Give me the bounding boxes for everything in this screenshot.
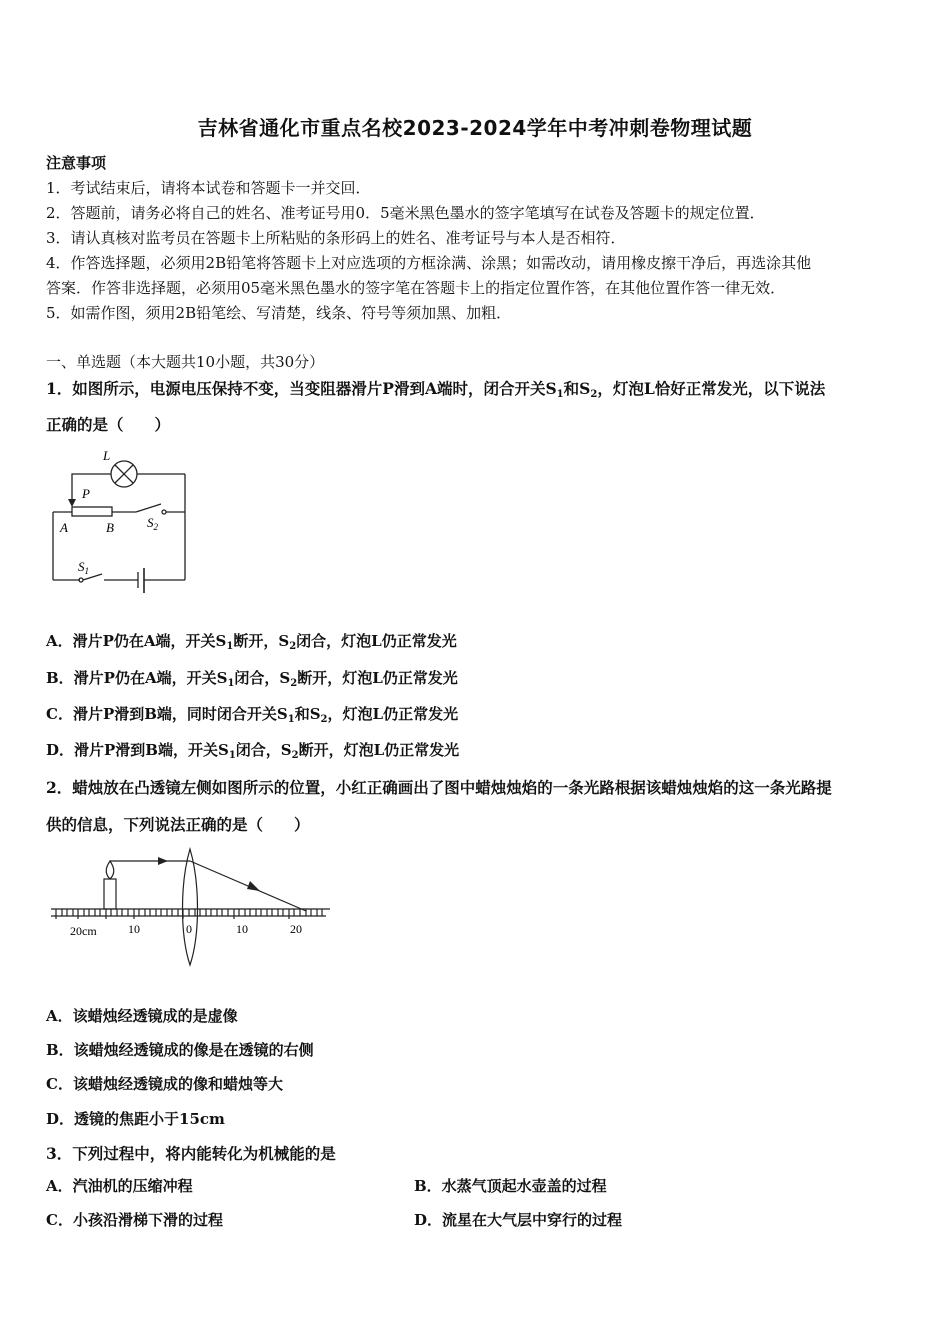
q3-option-d[interactable]: D．流星在大气层中穿行的过程 [414, 1211, 623, 1229]
refracted-ray [190, 861, 306, 911]
ruler-ticks [56, 909, 322, 919]
convex-lens-icon [183, 849, 198, 965]
q2-option-a[interactable]: A．该蜡烛经透镜成的是虚像 [46, 1007, 238, 1025]
switch-s2-icon [136, 504, 161, 512]
label-s1: $S_1$ [78, 559, 89, 576]
notice-item: 3．请认真核对监考员在答题卡上所粘贴的条形码上的姓名、准考证号与本人是否相符． [46, 229, 626, 247]
circuit-diagram [40, 443, 200, 603]
q1-option-d[interactable]: D．滑片P滑到B端，开关$S_1$闭合，$S_2$断开，灯泡L仍正常发光 [46, 741, 460, 761]
label-l: L [103, 448, 111, 463]
q3-option-a[interactable]: A．汽油机的压缩冲程 [46, 1177, 193, 1195]
label-b: B [106, 520, 114, 535]
notice-item: 1．考试结束后，请将本试卷和答题卡一并交回． [46, 179, 371, 197]
notice-item: 4．作答选择题，必须用2B铅笔将答题卡上对应选项的方框涂满、涂黑；如需改动，请用橡皮擦干净后，再选涂其他 [46, 254, 812, 272]
question-1-stem: 1．如图所示，电源电压保持不变，当变阻器滑片P滑到A端时，闭合开关$S_1$和$S_2$，灯泡L恰好正常发光，以下说法 [46, 379, 826, 400]
ruler-label: 0 [186, 922, 192, 936]
q2-option-d[interactable]: D．透镜的焦距小于15cm [46, 1110, 225, 1128]
question-1-stem-line2: 正确的是（ ） [46, 415, 171, 434]
label-p: P [82, 486, 90, 501]
q3-option-c[interactable]: C．小孩沿滑梯下滑的过程 [46, 1211, 223, 1229]
ray-arrow-icon [158, 857, 168, 865]
q1-option-c[interactable]: C．滑片P滑到B端，同时闭合开关$S_1$和$S_2$，灯泡L仍正常发光 [46, 705, 459, 725]
candle-icon [104, 879, 116, 909]
ruler-label: 10 [128, 922, 140, 936]
q2-option-c[interactable]: C．该蜡烛经透镜成的像和蜡烛等大 [46, 1075, 283, 1093]
notice-item: 5．如需作图，须用2B铅笔绘、写清楚，线条、符号等须加黑、加粗． [46, 304, 512, 322]
q3-option-b[interactable]: B．水蒸气顶起水壶盖的过程 [414, 1177, 607, 1195]
q1-option-b[interactable]: B．滑片P仍在A端，开关$S_1$闭合，$S_2$断开，灯泡L仍正常发光 [46, 669, 458, 689]
question-3-stem: 3．下列过程中，将内能转化为机械能的是 [46, 1144, 336, 1163]
ruler-label: 20 [290, 922, 302, 936]
page-title: 吉林省通化市重点名校2023-2024学年中考冲刺卷物理试题 [197, 116, 753, 140]
question-2-stem-line2: 供的信息，下列说法正确的是（ ） [46, 815, 310, 834]
rheostat-icon [72, 507, 112, 516]
label-a: A [60, 520, 68, 535]
q2-option-b[interactable]: B．该蜡烛经透镜成的像是在透镜的右侧 [46, 1041, 314, 1059]
ray-arrow-icon [247, 881, 260, 891]
notice-heading: 注意事项 [46, 154, 107, 172]
question-2-stem: 2．蜡烛放在凸透镜左侧如图所示的位置，小红正确画出了图中蜡烛烛焰的一条光路根据该蜡烛烛焰的这一条光路提 [46, 778, 832, 797]
ruler-label: 20cm [70, 924, 97, 938]
flame-icon [106, 861, 114, 879]
ruler-label: 10 [236, 922, 248, 936]
q1-option-a[interactable]: A．滑片P仍在A端，开关$S_1$断开，$S_2$闭合，灯泡L仍正常发光 [46, 632, 457, 652]
notice-item: 2．答题前，请务必将自己的姓名、准考证号用0．5毫米黑色墨水的签字笔填写在试卷及答题卡的规定位置． [46, 204, 765, 222]
section-heading: 一、单选题（本大题共10小题，共30分） [46, 353, 325, 371]
lens-diagram [46, 843, 346, 973]
notice-item: 答案．作答非选择题，必须用05毫米黑色墨水的签字笔在答题卡上的指定位置作答，在其他位置作答一律无效． [46, 279, 786, 297]
label-s2: $S_2$ [147, 515, 158, 532]
